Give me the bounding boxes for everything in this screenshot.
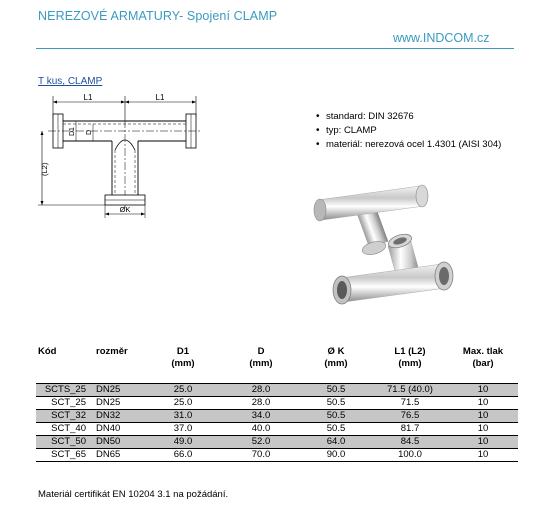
cell-size: DN32 bbox=[94, 410, 144, 423]
cell-code: SCTS_25 bbox=[36, 384, 94, 397]
cell-code: SCT_50 bbox=[36, 436, 94, 449]
cell-size: DN65 bbox=[94, 449, 144, 462]
label-l1-right: L1 bbox=[155, 93, 165, 102]
col-header-d1: D1 (mm) bbox=[144, 345, 222, 384]
cell-d1: 25.0 bbox=[144, 397, 222, 410]
spec-list bbox=[316, 110, 501, 152]
label-k: ØK bbox=[119, 205, 131, 214]
cell-d: 34.0 bbox=[222, 410, 300, 423]
table-row bbox=[36, 410, 518, 423]
cell-l1: 100.0 bbox=[372, 449, 448, 462]
label-l2: (L2) bbox=[40, 162, 49, 176]
cell-k: 50.5 bbox=[300, 397, 372, 410]
table-row bbox=[36, 449, 518, 462]
cell-l1: 84.5 bbox=[372, 436, 448, 449]
cell-pressure: 10 bbox=[448, 423, 518, 436]
document-header-title: NEREZOVÉ ARMATURY- Spojení CLAMP bbox=[38, 9, 278, 23]
product-subtitle[interactable]: T kus, CLAMP bbox=[38, 76, 103, 87]
cell-d: 52.0 bbox=[222, 436, 300, 449]
table-row bbox=[36, 384, 518, 397]
table-row bbox=[36, 397, 518, 410]
cell-pressure: 10 bbox=[448, 449, 518, 462]
cell-pressure: 10 bbox=[448, 410, 518, 423]
cell-code: SCT_65 bbox=[36, 449, 94, 462]
cell-d: 70.0 bbox=[222, 449, 300, 462]
cell-l1: 71.5 (40.0) bbox=[372, 384, 448, 397]
cell-d: 28.0 bbox=[222, 384, 300, 397]
cell-d1: 31.0 bbox=[144, 410, 222, 423]
spec-item-type: • typ: CLAMP bbox=[316, 124, 501, 138]
cell-k: 50.5 bbox=[300, 410, 372, 423]
product-photo bbox=[310, 178, 460, 318]
website-url[interactable]: www.INDCOM.cz bbox=[393, 31, 490, 45]
cell-code: SCT_25 bbox=[36, 397, 94, 410]
cell-d1: 66.0 bbox=[144, 449, 222, 462]
cell-k: 50.5 bbox=[300, 384, 372, 397]
spec-item-standard: • standard: DIN 32676 bbox=[316, 110, 501, 124]
cell-size: DN40 bbox=[94, 423, 144, 436]
col-header-code: Kód bbox=[36, 345, 94, 384]
cell-k: 64.0 bbox=[300, 436, 372, 449]
table-row bbox=[36, 436, 518, 449]
table-row bbox=[36, 423, 518, 436]
cell-d1: 49.0 bbox=[144, 436, 222, 449]
cell-size: DN50 bbox=[94, 436, 144, 449]
header-divider bbox=[36, 48, 514, 49]
cell-pressure: 10 bbox=[448, 436, 518, 449]
cell-size: DN25 bbox=[94, 397, 144, 410]
cell-pressure: 10 bbox=[448, 384, 518, 397]
cell-size: DN25 bbox=[94, 384, 144, 397]
certificate-note: Materiál certifikát EN 10204 3.1 na požádání. bbox=[38, 489, 229, 500]
cell-code: SCT_40 bbox=[36, 423, 94, 436]
cell-l1: 76.5 bbox=[372, 410, 448, 423]
cell-code: SCT_32 bbox=[36, 410, 94, 423]
cell-d: 28.0 bbox=[222, 397, 300, 410]
col-header-k: Ø K (mm) bbox=[300, 345, 372, 384]
cell-d1: 25.0 bbox=[144, 384, 222, 397]
tee-front bbox=[333, 232, 453, 304]
cell-l1: 71.5 bbox=[372, 397, 448, 410]
cell-pressure: 10 bbox=[448, 397, 518, 410]
spec-item-material: • materiál: nerezová ocel 1.4301 (AISI 304) bbox=[316, 138, 501, 152]
col-header-max-pressure: Max. tlak (bar) bbox=[448, 345, 518, 384]
cell-k: 90.0 bbox=[300, 449, 372, 462]
cell-k: 50.5 bbox=[300, 423, 372, 436]
technical-drawing bbox=[36, 90, 236, 225]
spec-table bbox=[36, 345, 518, 462]
cell-l1: 81.7 bbox=[372, 423, 448, 436]
table-header-row bbox=[36, 345, 518, 384]
label-d1: D1 bbox=[69, 127, 76, 136]
col-header-d: D (mm) bbox=[222, 345, 300, 384]
label-d: D bbox=[86, 129, 93, 135]
cell-d: 40.0 bbox=[222, 423, 300, 436]
cell-d1: 37.0 bbox=[144, 423, 222, 436]
col-header-l1-l2: L1 (L2) (mm) bbox=[372, 345, 448, 384]
label-l1-left: L1 bbox=[83, 93, 93, 102]
col-header-size: rozměr bbox=[94, 345, 144, 384]
